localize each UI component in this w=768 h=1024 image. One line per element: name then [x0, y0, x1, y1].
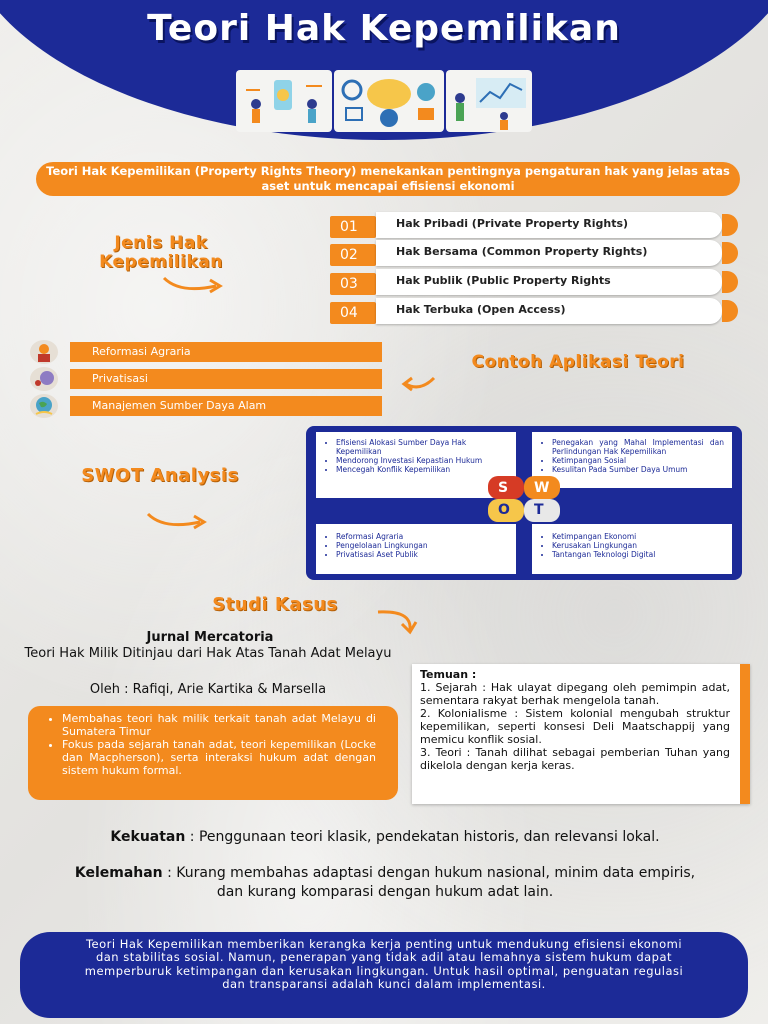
swot-weakness-item: • Penegakan yang Mahal Implementasi dan Perlindungan Hak Kepemilikan — [552, 438, 724, 456]
transfer-icon — [30, 367, 58, 391]
type-bar-cap — [722, 214, 738, 236]
findings-title: Temuan : — [420, 668, 477, 681]
strength-text: : Penggunaan teori klasik, pendekatan historis, dan relevansi lokal. — [185, 829, 660, 845]
type-label: Hak Publik (Public Property Rights — [376, 269, 722, 295]
conclusion-text: Teori Hak Kepemilikan memberikan kerangka kerja penting untuk mendukung efisiensi ekonomi dan stabilitas sosial. Namun, penerapan yang tidak adil atau lemahnya sistem hukum dapat memperburuk ketimpangan dan kerusakan lingkungan. Untuk hasil optimal, penguatan regulasi dan transparansi adalah kunci dalam implementasi. — [84, 937, 684, 991]
type-bar-cap — [722, 242, 738, 264]
journal-name: Jurnal Mercatoria — [146, 630, 274, 645]
arrow-icon — [400, 374, 440, 400]
weakness-label: Kelemahan — [74, 865, 163, 881]
type-label: Hak Terbuka (Open Access) — [376, 298, 722, 324]
page-title: Teori Hak Kepemilikan — [147, 8, 621, 49]
type-label: Hak Bersama (Common Property Rights) — [376, 240, 722, 266]
swot-letter-w: W — [534, 480, 550, 496]
farmer-icon — [30, 340, 58, 364]
earth-icon — [30, 394, 58, 418]
swot-weakness-item: • Kesulitan Pada Sumber Daya Umum — [552, 465, 724, 474]
swot-threats-box — [532, 524, 732, 574]
swot-heading: SWOT Analysis — [81, 465, 239, 486]
types-heading: Jenis Hak Kepemilikan — [99, 233, 223, 272]
summary-item: • Membahas teori hak milik terkait tanah adat Melayu di Sumatera Timur — [62, 712, 376, 738]
swot-weakness-item: • Ketimpangan Sosial — [552, 456, 724, 465]
findings-accent — [740, 664, 750, 804]
swot-strengths-box — [316, 432, 516, 498]
weakness-text: : Kurang membahas adaptasi dengan hukum nasional, minim data empiris, dan kurang komparasi dengan hukum adat lain. — [162, 865, 696, 900]
weakness-evaluation — [70, 864, 700, 902]
type-number: 04 — [330, 302, 376, 324]
illustration-left — [236, 70, 332, 132]
swot-strength-item: • Mencegah Konflik Kepemilikan — [336, 465, 508, 474]
swot-weaknesses-box — [532, 432, 732, 488]
case-summary — [50, 712, 376, 796]
swot-letter-s: S — [498, 480, 509, 496]
intro-banner: Teori Hak Kepemilikan (Property Rights Theory) menekankan pentingnya pengaturan hak yang jelas atas aset untuk mencapai efisiensi ekonomi — [36, 162, 740, 196]
swot-opportunity-item: • Pengelolaan Lingkungan — [336, 541, 508, 550]
swot-opportunity-item: • Privatisasi Aset Publik — [336, 550, 508, 559]
swot-threat-item: • Ketimpangan Ekonomi — [552, 532, 724, 541]
swot-strength-item: • Efisiensi Alokasi Sumber Daya Hak Kepemilikan — [336, 438, 508, 456]
type-number: 01 — [330, 216, 376, 238]
case-heading: Studi Kasus — [212, 594, 338, 615]
swot-letter-t: T — [534, 502, 544, 518]
arrow-icon — [144, 508, 210, 536]
type-item-2 — [330, 240, 738, 266]
application-item-2: Privatisasi — [70, 369, 382, 389]
strength-label: Kekuatan — [110, 829, 186, 845]
illustration-right — [446, 70, 532, 132]
illustration-center — [334, 70, 444, 132]
swot-threat-item: • Tantangan Teknologi Digital — [552, 550, 724, 559]
swot-opportunity-item: • Reformasi Agraria — [336, 532, 508, 541]
finding-item: 1. Sejarah : Hak ulayat dipegang oleh pemimpin adat, sementara rakyat berhak mengelola tanah. — [420, 681, 730, 707]
arrow-icon — [160, 272, 226, 300]
type-item-4 — [330, 298, 738, 324]
applications-heading: Contoh Aplikasi Teori — [471, 352, 685, 372]
strength-evaluation — [70, 828, 700, 847]
type-bar-cap — [722, 300, 738, 322]
type-label: Hak Pribadi (Private Property Rights) — [376, 212, 722, 238]
application-item-1: Reformasi Agraria — [70, 342, 382, 362]
finding-item: 2. Kolonialisme : Sistem kolonial mengubah struktur kepemilikan, seperti konsesi Deli Maatschappij yang memicu konflik sosial. — [420, 707, 730, 746]
type-number: 02 — [330, 244, 376, 266]
swot-letter-o: O — [498, 502, 510, 518]
swot-strength-item: • Mendorong Investasi Kepastian Hukum — [336, 456, 508, 465]
article-title: Teori Hak Milik Ditinjau dari Hak Atas Tanah Adat Melayu — [24, 646, 392, 661]
application-item-3: Manajemen Sumber Daya Alam — [70, 396, 382, 416]
type-bar-cap — [722, 271, 738, 293]
swot-threat-item: • Kerusakan Lingkungan — [552, 541, 724, 550]
type-item-3 — [330, 269, 738, 295]
type-number: 03 — [330, 273, 376, 295]
type-item-1 — [330, 212, 738, 238]
findings-content — [420, 668, 730, 772]
finding-item: 3. Teori : Tanah dilihat sebagai pemberian Tuhan yang dikelola dengan kerja keras. — [420, 746, 730, 772]
swot-opportunities-box — [316, 524, 516, 574]
summary-item: • Fokus pada sejarah tanah adat, teori kepemilikan (Locke dan Macpherson), serta interaksi hukum adat dengan sistem hukum formal. — [62, 738, 376, 777]
article-authors: Oleh : Rafiqi, Arie Kartika & Marsella — [89, 682, 327, 697]
